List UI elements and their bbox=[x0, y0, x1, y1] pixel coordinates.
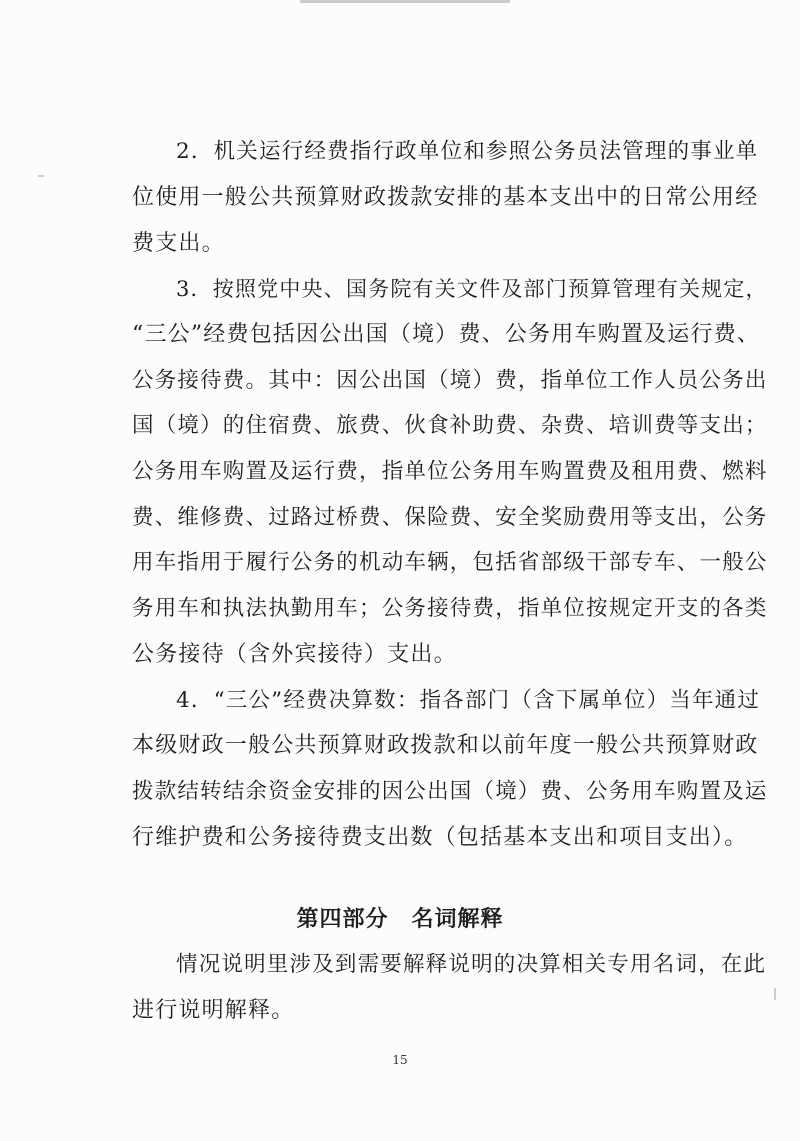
paragraph-line: 拨款结转结余资金安排的因公出国（境）费、公务用车购置及运 bbox=[132, 779, 768, 804]
scan-mark-top bbox=[300, 0, 510, 3]
paragraph-line: 用车指用于履行公务的机动车辆，包括省部级干部专车、一般公 bbox=[132, 550, 768, 575]
paragraph-line: 行维护费和公务接待费支出数（包括基本支出和项目支出）。 bbox=[132, 825, 748, 850]
paragraph-line: 2．机关运行经费指行政单位和参照公务员法管理的事业单 bbox=[176, 139, 759, 164]
paragraph-line: 4．“三公”经费决算数：指各部门（含下属单位）当年通过 bbox=[176, 688, 761, 713]
paragraph-line: 务用车和执法执勤用车；公务接待费，指单位按规定开支的各类 bbox=[132, 596, 768, 621]
paragraph-line: 公务接待（含外宾接待）支出。 bbox=[132, 642, 457, 667]
paragraph-line: 情况说明里涉及到需要解释说明的决算相关专用名词，在此 bbox=[176, 952, 767, 977]
scan-mark-right bbox=[774, 988, 776, 1000]
paragraph-line: 国（境）的住宿费、旅费、伙食补助费、杂费、培训费等支出； bbox=[132, 413, 768, 438]
paragraph-line: “三公”经费包括因公出国（境）费、公务用车购置及运行费、 bbox=[132, 322, 761, 347]
paragraph-line: 公务接待费。其中：因公出国（境）费，指单位工作人员公务出 bbox=[132, 368, 768, 393]
section-heading: 第四部分 名词解释 bbox=[296, 907, 504, 932]
paragraph-line: 费、维修费、过路过桥费、保险费、安全奖励费用等支出，公务 bbox=[132, 505, 768, 530]
paragraph-line: 位使用一般公共预算财政拨款安排的基本支出中的日常公用经 bbox=[132, 185, 759, 210]
paragraph-line: 进行说明解释。 bbox=[132, 998, 295, 1023]
paragraph-line: 费支出。 bbox=[132, 231, 225, 256]
paragraph-line: 本级财政一般公共预算财政拨款和以前年度一般公共预算财政 bbox=[132, 733, 759, 758]
scan-mark-left bbox=[38, 175, 44, 177]
page-number: 15 bbox=[392, 1053, 408, 1067]
paragraph-line: 公务用车购置及运行费，指单位公务用车购置费及租用费、燃料 bbox=[132, 459, 768, 484]
paragraph-line: 3．按照党中央、国务院有关文件及部门预算管理有关规定， bbox=[176, 277, 768, 301]
